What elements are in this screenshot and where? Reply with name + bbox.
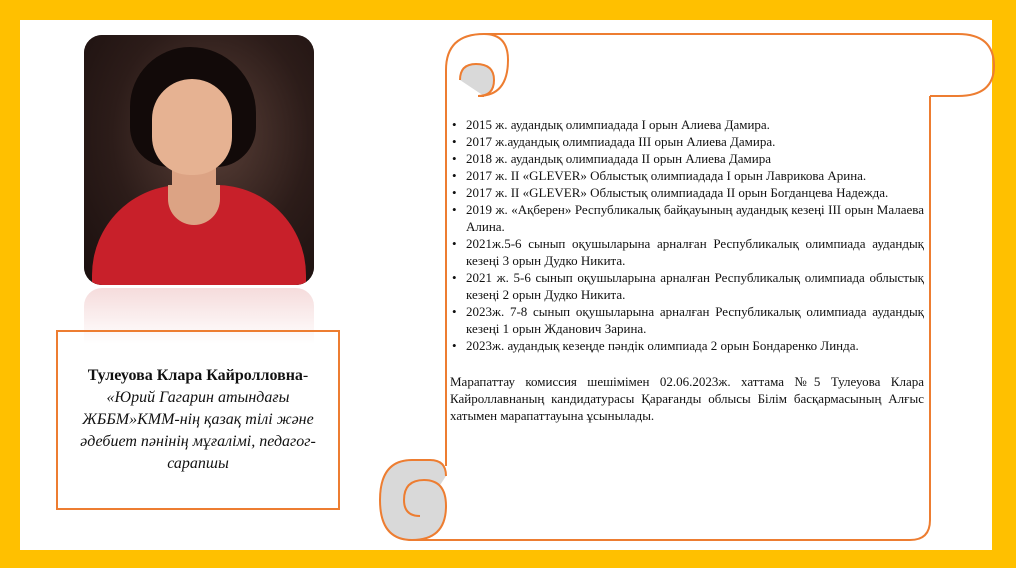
- teacher-role: «Юрий Гагарин атындағы ЖББМ»КММ-нің қазақ тілі және әдебиет пәнінің мұғалімі, педагог-сарапшы: [80, 389, 316, 472]
- achievement-item: • 2017 ж. ІІ «GLEVER» Облыстық олимпиадада ІІ орын Богданцева Надежда.: [450, 184, 924, 201]
- achievement-item: • 2017 ж.аудандық олимпиадада ІІІ орын Алиева Дамира.: [450, 133, 924, 150]
- achievements-list: [450, 116, 924, 354]
- achievement-item: • 2019 ж. «Ақберен» Республикалық байқауының аудандық кезеңі ІІІ орын Малаева Алина.: [450, 201, 924, 235]
- teacher-info-box: [56, 330, 340, 510]
- achievement-item: • 2017 ж. ІІ «GLEVER» Облыстық олимпиадада І орын Лаврикова Арина.: [450, 167, 924, 184]
- award-summary: Марапаттау комиссия шешімімен 02.06.2023ж. хаттама №5 Тулеуова Клара Кайроллавнаның кандидатурасы Қарағанды облысы Білім басқармасының Алғыс хатымен марапаттауына ұсынылады.: [450, 374, 924, 423]
- achievement-item: • 2021 ж. 5-6 сынып оқушыларына арналған Республикалық олимпиада облыстық кезеңі 2 орын Дудко Никита.: [450, 269, 924, 303]
- achievement-item: • 2023ж. аудандық кезеңде пәндік олимпиада 2 орын Бондаренко Линда.: [450, 337, 924, 354]
- achievement-item: • 2023ж. 7-8 сынып оқушыларына арналған Республикалық олимпиада аудандық кезеңі 1 орын Жданович Зарина.: [450, 303, 924, 337]
- top-curl: [460, 64, 494, 96]
- achievement-item: • 2015 ж. аудандық олимпиадада І орын Алиева Дамира.: [450, 116, 924, 133]
- achievement-item: • 2018 ж. аудандық олимпиадада ІІ орын Алиева Дамира: [450, 150, 924, 167]
- scroll-content: [450, 116, 924, 424]
- name-separator: -: [302, 367, 309, 384]
- photo-face: [152, 79, 232, 175]
- teacher-photo: [84, 35, 314, 285]
- teacher-name-line: [70, 365, 326, 387]
- achievement-item: • 2021ж.5-6 сынып оқушыларына арналған Республикалық олимпиада аудандық кезеңі 3 орын Дудко Никита.: [450, 235, 924, 269]
- teacher-name: Тулеуова Клара Кайролловна: [87, 367, 303, 384]
